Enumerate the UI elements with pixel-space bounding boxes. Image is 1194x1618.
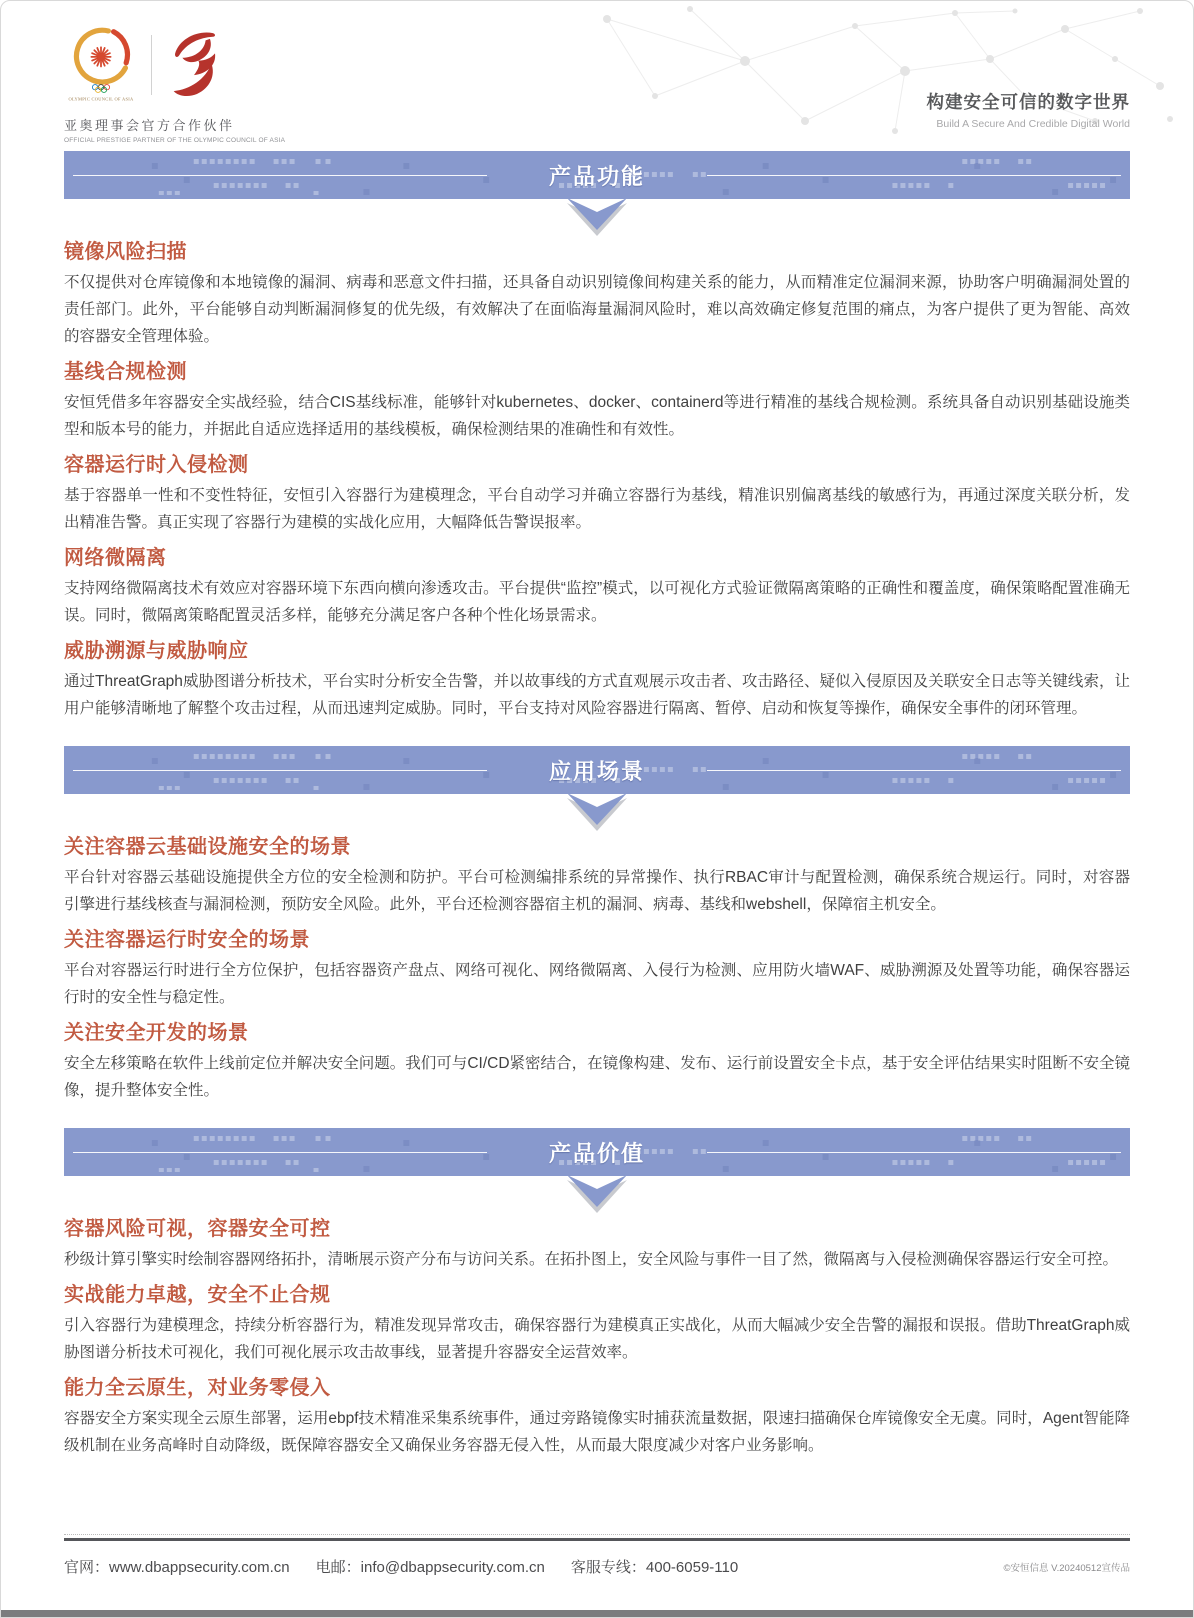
- feature-title: 能力全云原生，对业务零侵入: [64, 1377, 331, 1399]
- feature-body: 基于容器单一性和不变性特征，安恒引入容器行为建模理念，平台自动学习并确立容器行为基线，精准识别偏离基线的敏感行为，再通过深度关联分析，发出精准告警。真正实现了容器行为建模的实战化应用，大幅降低告警误报率。: [64, 487, 1130, 531]
- feature-item: [64, 930, 1130, 1011]
- partner-logos-block: [64, 23, 285, 144]
- feature-item: [64, 837, 1130, 918]
- section-banner: [64, 1128, 1130, 1176]
- feature-body: 不仅提供对仓库镜像和本地镜像的漏洞、病毒和恶意文件扫描，还具备自动识别镜像间构建关系的能力，从而精准定位漏洞来源，协助客户明确漏洞处置的责任部门。此外，平台能够自动判断漏洞修复的优先级，有效解决了在面临海量漏洞风险时，难以高效确定修复范围的痛点，为客户提供了更为智能、高效的容器安全管理体验。: [64, 274, 1130, 345]
- section-banner: [64, 151, 1130, 199]
- feature-item: [64, 548, 1130, 629]
- banner-arrow: [1, 793, 1193, 825]
- feature-item: [64, 362, 1130, 443]
- feature-title: 威胁溯源与威胁响应: [64, 640, 249, 662]
- oca-logo-caption: OLYMPIC COUNCIL OF ASIA: [68, 96, 134, 102]
- footer-rule-dotted: [64, 1534, 1130, 1535]
- footer-website: [64, 1556, 290, 1577]
- banner-arrow: [1, 198, 1193, 230]
- email-label: 电邮：: [315, 1559, 361, 1576]
- feature-body: 安全左移策略在软件上线前定位并解决安全问题。我们可与CI/CD紧密结合，在镜像构建、发布、运行前设置安全卡点，基于安全评估结果实时阻断不安全镜像，提升整体安全性。: [64, 1055, 1130, 1099]
- page-header: [1, 1, 1193, 151]
- chevron-down-icon: [565, 1175, 629, 1213]
- section-use-cases: [1, 746, 1193, 1128]
- feature-item: [64, 1219, 1130, 1273]
- logo-divider: [151, 35, 152, 95]
- feature-item: [64, 1378, 1130, 1459]
- hotline-label: 客服专线：: [570, 1559, 646, 1576]
- feature-title: 基线合规检测: [64, 361, 187, 383]
- slogan-cn: 构建安全可信的数字世界: [926, 92, 1130, 112]
- feature-list: [1, 837, 1193, 1128]
- partner-label: 亚奥理事会官方合作伙伴: [64, 118, 235, 133]
- banner-title: 应用场景: [548, 758, 645, 784]
- email-value: info@dbappsecurity.com.cn: [360, 1559, 545, 1576]
- feature-item: [64, 242, 1130, 350]
- feature-item: [64, 1023, 1130, 1104]
- feature-body: 支持网络微隔离技术有效应对容器环境下东西向横向渗透攻击。平台提供“监控”模式，以可视化方式验证微隔离策略的正确性和覆盖度，确保策略配置准确无误。同时，微隔离策略配置灵活多样，能够充分满足客户各种个性化场景需求。: [64, 580, 1130, 624]
- footer-hotline: [571, 1556, 738, 1577]
- feature-title: 镜像风险扫描: [64, 241, 187, 263]
- feature-title: 实战能力卓越，安全不止合规: [64, 1284, 331, 1306]
- feature-title: 关注安全开发的场景: [64, 1022, 249, 1044]
- section-product-value: [1, 1128, 1193, 1483]
- website-label: 官网：: [64, 1559, 110, 1576]
- banner-arrow: [1, 1175, 1193, 1207]
- chevron-down-icon: [565, 793, 629, 831]
- feature-body: 通过ThreatGraph威胁图谱分析技术，平台实时分析安全告警，并以故事线的方式直观展示攻击者、攻击路径、疑似入侵原因及关联安全日志等关键线索，让用户能够清晰地了解整个攻击过程，从而迅速判定威胁。同时，平台支持对风险容器进行隔离、暂停、启动和恢复等操作，确保安全事件的闭环管理。: [64, 673, 1130, 717]
- feature-item: [64, 1285, 1130, 1366]
- feature-list: [1, 1219, 1193, 1483]
- website-value: www.dbappsecurity.com.cn: [109, 1559, 290, 1576]
- banner-title: 产品价值: [548, 1140, 645, 1166]
- copyright-note: ©安恒信息 V.20240512宣传品: [1003, 1562, 1130, 1574]
- footer-row: [64, 1541, 1130, 1577]
- feature-item: [64, 455, 1130, 536]
- feature-list: [1, 242, 1193, 746]
- feature-title: 容器运行时入侵检测: [64, 454, 249, 476]
- footer-contacts: [64, 1556, 738, 1577]
- feature-title: 容器风险可视，容器安全可控: [64, 1218, 331, 1240]
- hotline-value: 400-6059-110: [645, 1559, 739, 1576]
- feature-title: 关注容器运行时安全的场景: [64, 929, 310, 951]
- logo-row: [64, 23, 285, 107]
- section-product-features: [1, 151, 1193, 746]
- feature-body: 平台针对容器云基础设施提供全方位的安全检测和防护。平台可检测编排系统的异常操作、执行RBAC审计与配置检测，确保系统合规运行。同时，对容器引擎进行基线核查与漏洞检测，预防安全风险。此外，平台还检测容器宿主机的漏洞、病毒、基线和webshell，保障宿主机安全。: [64, 869, 1130, 913]
- feature-title: 关注容器云基础设施安全的场景: [64, 836, 351, 858]
- dbappsecurity-dragon-logo-icon: [165, 28, 223, 102]
- feature-body: 引入容器行为建模理念，持续分析容器行为，精准发现异常攻击，确保容器行为建模真正实战化，从而大幅减少安全告警的漏报和误报。借助ThreatGraph威胁图谱分析技术可视化，我们可视化展示攻击故事线，显著提升容器安全运营效率。: [64, 1317, 1130, 1361]
- feature-body: 容器安全方案实现全云原生部署，运用ebpf技术精准采集系统事件，通过旁路镜像实时捕获流量数据，限速扫描确保仓库镜像安全无虞。同时，Agent智能降级机制在业务高峰时自动降级，既保障容器安全又确保业务容器无侵入性，从而最大限度减少对客户业务影响。: [64, 1410, 1130, 1454]
- banner-title: 产品功能: [548, 163, 645, 189]
- feature-body: 安恒凭借多年容器安全实战经验，结合CIS基线标准，能够针对kubernetes、docker、containerd等进行精准的基线合规检测。系统具备自动识别基础设施类型和版本号的能力，并据此自适应选择适用的基线模板，确保检测结果的准确性和有效性。: [64, 394, 1130, 438]
- feature-item: [64, 641, 1130, 722]
- page-bottom-edge: [1, 1610, 1193, 1617]
- page-footer: [64, 1534, 1130, 1577]
- feature-title: 网络微隔离: [64, 547, 167, 569]
- feature-body: 秒级计算引擎实时绘制容器网络拓扑，清晰展示资产分布与访问关系。在拓扑图上，安全风险与事件一目了然，微隔离与入侵检测确保容器运行安全可控。: [64, 1251, 1119, 1268]
- section-banner: [64, 746, 1130, 794]
- partner-label-en: OFFICIAL PRESTIGE PARTNER OF THE OLYMPIC COUNCIL OF ASIA: [64, 137, 286, 144]
- chevron-down-icon: [565, 198, 629, 236]
- slogan-block: [927, 89, 1131, 130]
- olympic-council-of-asia-logo-icon: [64, 22, 138, 108]
- slogan-en: Build A Secure And Credible Digital World: [936, 118, 1130, 130]
- footer-email: [316, 1556, 545, 1577]
- header-right: [553, 1, 1193, 151]
- feature-body: 平台对容器运行时进行全方位保护，包括容器资产盘点、网络可视化、网络微隔离、入侵行为检测、应用防火墙WAF、威胁溯源及处置等功能，确保容器运行时的安全性与稳定性。: [64, 962, 1130, 1006]
